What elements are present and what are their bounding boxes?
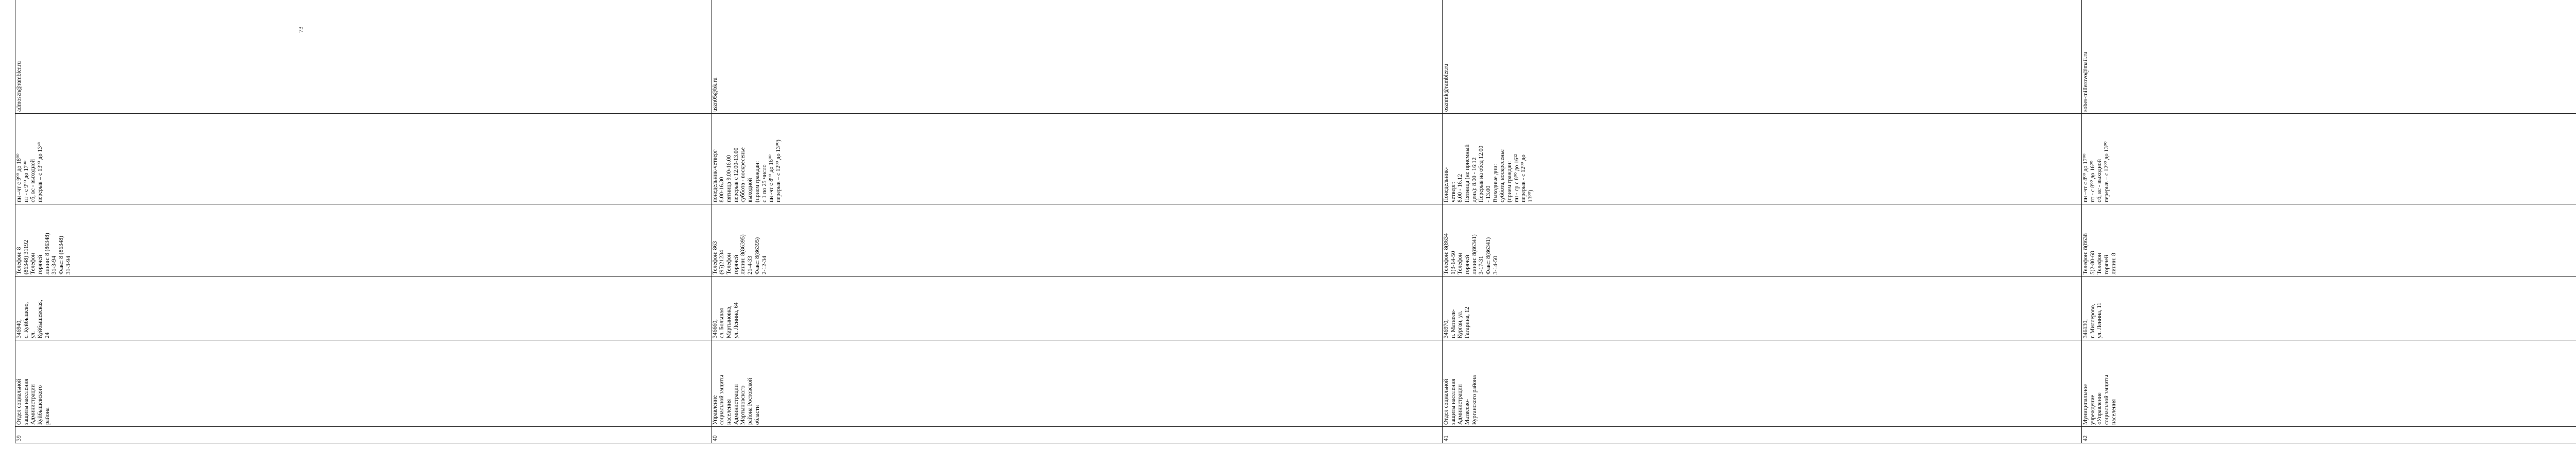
working-hours-line: перерыв – с 12⁰⁰ до 13⁰⁰ (2104, 141, 2110, 202)
phones-line: 31-3-94 (51, 255, 58, 274)
phones-line: Телефон: 8(8634 (1443, 233, 1449, 274)
phones-line: линии: 8 (2110, 253, 2117, 274)
working-hours-line: Понедельник- (1443, 167, 1449, 202)
email[interactable]: uszn05@bk.ru (711, 0, 1442, 114)
organization-name-line: Отдел социальной (1443, 378, 1449, 425)
rotated-table-container (15, 0, 2117, 443)
phones-line: Факс: 8 (86348) (58, 236, 65, 274)
phones-line: горячей (1464, 255, 1470, 274)
phones-line: горячей (733, 255, 739, 274)
table-row (1442, 0, 2081, 443)
phones-line: 31-3-94 (65, 255, 72, 274)
phones (2082, 204, 2576, 277)
organization-name-line: Курганского района (1471, 375, 1478, 425)
working-hours-line: - 13.00 (1485, 185, 1492, 202)
working-hours-line: Выходные дни: (1492, 164, 1499, 202)
address-line: 346130, (2082, 319, 2089, 338)
organization-name-line: Матвеево- (1464, 399, 1470, 425)
address-line: сл. Большая (719, 308, 725, 338)
phones-line: (95)21234 (719, 250, 725, 274)
address (15, 277, 711, 340)
working-hours-line: пн -чт с 8⁰⁰ до 16⁰⁰ (768, 154, 775, 202)
organization-name-line: «Управление (2096, 392, 2103, 425)
working-hours (15, 114, 711, 204)
address-line: г. Миллерово, (2089, 304, 2096, 338)
row-number: 39 (15, 427, 711, 443)
address-line: ул. (30, 331, 37, 338)
organization-name (2082, 340, 2576, 427)
working-hours-line: пн –чт с 8⁰⁰ до 17⁰⁰ (2082, 153, 2089, 202)
organization-name-line: области (754, 405, 760, 425)
organization-name-line: района (44, 407, 50, 425)
organization-name-line: социальной защиты (2104, 375, 2110, 425)
phones-line: Телефон: 863 (711, 241, 718, 274)
address-line: ул. Ленина, 64 (733, 302, 739, 338)
phones-line: (86348) 31192 (23, 240, 29, 274)
working-hours-line: (прием граждан: (1506, 161, 1513, 202)
address-line: 24 (44, 332, 50, 338)
organization-name-line: учреждение (2089, 394, 2096, 425)
working-hours-line: с 1 по 25 число (761, 164, 768, 202)
phones-line: Телефон: 8(8638 (2082, 233, 2089, 274)
working-hours-line: четверг: (1450, 182, 1456, 202)
working-hours-line: 8.00-16.30 (719, 177, 725, 202)
phones-line: 5)2-80-68 (2089, 251, 2096, 274)
phones (1442, 204, 2081, 277)
working-hours-line: перерыв – с 13⁰⁰ до 13⁴⁸ (37, 142, 44, 202)
working-hours (711, 114, 1442, 204)
phones (711, 204, 1442, 277)
address-line: Гагарина, 12 (1464, 306, 1470, 338)
phones-line: горячей (37, 255, 44, 274)
working-hours-line: перерыв с 12.00-13.00 (733, 147, 739, 202)
working-hours-line: 13⁰⁰) (1528, 189, 1534, 202)
working-hours-line: перерыв - с 12⁰⁰ до (1520, 154, 1527, 202)
table-body (15, 0, 2576, 443)
address-line: Курган, ул. (1457, 310, 1464, 338)
phones-line: Телефон (2096, 253, 2103, 274)
organization-name-line: населения (2110, 399, 2117, 425)
working-hours-line: пт - с 9⁰⁰ до 17⁰⁰ (23, 160, 29, 202)
working-hours-line: перерыв – с 12⁰⁰ до 13⁰⁰) (775, 140, 782, 202)
organization-name-line: Администрации (1457, 384, 1464, 425)
working-hours-line: сб, вс - выходной (30, 159, 37, 202)
address-line: Мартыновка, (726, 305, 733, 338)
organization-name-line: населения (726, 399, 733, 425)
organization-name (15, 340, 711, 427)
table-row (15, 0, 711, 443)
organization-name-line: Управление (711, 395, 718, 425)
working-hours (2082, 114, 2576, 204)
organization-name-line: защиты населения (1450, 378, 1456, 425)
working-hours-line: 8.00 - 16.12 (1457, 174, 1464, 202)
email[interactable]: sobes-millerovo@mail.ru (2082, 0, 2576, 114)
organization-name-line: Отдел социальной (16, 378, 22, 425)
address (1442, 277, 2081, 340)
phones-line: линии: 8(86341) (1471, 234, 1478, 274)
organization-name (1442, 340, 2081, 427)
address-line: ул. Ленина, 11 (2096, 302, 2103, 338)
table-row (2082, 0, 2576, 443)
organization-name-line: Администрации (733, 384, 739, 425)
phones (15, 204, 711, 277)
organization-name-line: социальной защиты (719, 375, 725, 425)
address (2082, 277, 2576, 340)
organization-name-line: Администрации (30, 384, 37, 425)
address-line: 346970, (1443, 319, 1449, 338)
working-hours-line: (прием граждан: (754, 161, 760, 202)
organization-name-line: района Ростовской (747, 377, 754, 425)
phones-line: линии: 8(86395) (740, 234, 747, 274)
working-hours-line: суббота, воскресенье (1499, 149, 1506, 202)
phones-line: Факс: 8(86341) (1485, 237, 1492, 274)
address-line: с. Куйбышево, (23, 302, 29, 338)
address (711, 277, 1442, 340)
address-line: 346940, (16, 319, 22, 338)
phones-line: 3-17-31 (1478, 255, 1485, 274)
organization-name-line: защиты населения (23, 378, 29, 425)
phones-line: Телефон: 8 (16, 247, 22, 274)
working-hours-line: выходной (747, 178, 754, 202)
phones-line: Факс: 8(86395) (754, 237, 760, 274)
address-line: п. Матвеев- (1450, 309, 1456, 338)
email[interactable]: osznmk@rambler.ru (1442, 0, 2081, 114)
working-hours-line: Перерыв на обед 12.00 (1478, 145, 1485, 202)
address-line: Куйбышевская, (37, 300, 44, 338)
phones-line: 21-4-33 (747, 255, 754, 274)
working-hours-line: пн - ср с 8⁰⁰ до 16¹² (1513, 154, 1520, 202)
page-number: 73 (297, 26, 304, 33)
organization-name-line: Мартыновского (740, 385, 747, 425)
phones-line: горячей (2104, 255, 2110, 274)
working-hours-line: суббота - воскресенье (740, 147, 747, 202)
address-line: 346660, (711, 319, 718, 338)
organization-name-line: Муниципальное (2082, 384, 2089, 425)
organization-name-line: Куйбышевского (37, 385, 44, 425)
row-number: 41 (1442, 427, 2081, 443)
working-hours-line: день): 8.00 - 16:12 (1471, 157, 1478, 202)
working-hours-line: пн –чт с 9⁰⁰ до 18⁰⁰ (16, 153, 22, 202)
table-row (711, 0, 1442, 443)
organization-name (711, 340, 1442, 427)
working-hours-line: пятница 9.00-16.00 (726, 155, 733, 202)
contacts-table (15, 0, 2576, 443)
phones-line: Телефон (726, 253, 733, 274)
row-number: 42 (2082, 427, 2576, 443)
phones-line: 3-14-50 (1492, 255, 1499, 274)
phones-line: 1)3-14-50 (1450, 251, 1456, 274)
phones-line: 2-12-34 (761, 255, 768, 274)
working-hours-line: сб, вс - выходной (2096, 159, 2103, 202)
phones-line: Телефон (1457, 253, 1464, 274)
working-hours-line: пт - с 8⁰⁰ до 16⁰⁰ (2089, 160, 2096, 202)
working-hours-line: понедельник-четверг (711, 149, 718, 202)
phones-line: линии: 8 (86348) (44, 233, 50, 274)
working-hours (1442, 114, 2081, 204)
row-number: 40 (711, 427, 1442, 443)
working-hours-line: Пятница (не приемный (1464, 144, 1470, 202)
phones-line: Телефон (30, 253, 37, 274)
email[interactable]: admoszn@rambler.ru (15, 0, 711, 114)
